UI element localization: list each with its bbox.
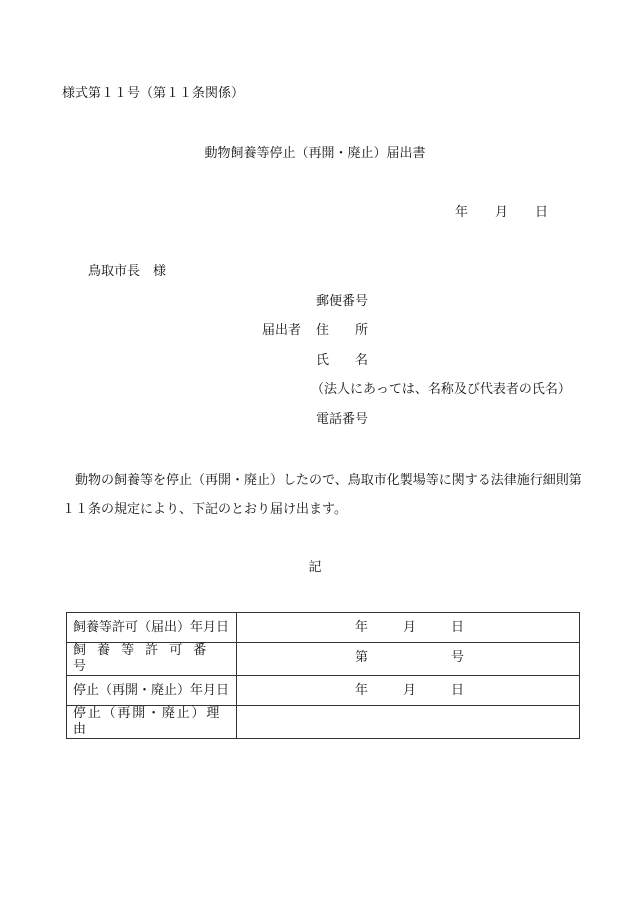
body-text: 動物の飼養等を停止（再開・廃止）したので、鳥取市化製場等に関する法律施行細則第１１条の規定により、下記のとおり届け出ます。 <box>62 473 582 517</box>
value-month: 月 <box>403 683 417 698</box>
value-dai: 第 <box>355 650 369 665</box>
row-value-stop-date[interactable] <box>237 676 580 706</box>
row-value-permit-number[interactable] <box>237 643 580 676</box>
ki-heading: 記 <box>308 560 322 575</box>
phone-label: 電話番号 <box>316 412 369 427</box>
date-day: 日 <box>535 205 549 220</box>
row-value-stop-reason[interactable] <box>237 706 580 739</box>
value-month: 月 <box>403 620 417 635</box>
notifier-label: 届出者 <box>262 323 302 338</box>
postal-code-label: 郵便番号 <box>316 294 369 309</box>
form-number: 様式第１１号（第１１条関係） <box>62 86 245 101</box>
address-label: 住 所 <box>316 323 369 338</box>
name-label: 氏 名 <box>316 353 369 368</box>
value-year: 年 <box>355 683 369 698</box>
row-label-stop-reason: 停止（再開・廃止）理由 <box>67 706 237 739</box>
row-label-permit-number: 飼養等許可番号 <box>67 643 237 676</box>
row-value-permit-date[interactable] <box>237 613 580 643</box>
table-row <box>67 643 580 676</box>
date-year: 年 <box>455 205 469 220</box>
row-label-permit-date: 飼養等許可（届出）年月日 <box>67 613 237 643</box>
value-year: 年 <box>355 620 369 635</box>
date-line <box>455 205 548 221</box>
table-row <box>67 706 580 739</box>
document-title: 動物飼養等停止（再開・廃止）届出書 <box>204 146 426 161</box>
detail-table <box>66 612 580 739</box>
addressee: 鳥取市長 様 <box>88 264 167 279</box>
value-day: 日 <box>451 683 465 698</box>
corporation-note: （法人にあっては、名称及び代表者の氏名） <box>311 382 571 397</box>
row-label-stop-date: 停止（再開・廃止）年月日 <box>67 676 237 706</box>
value-go: 号 <box>451 650 465 665</box>
table-row <box>67 613 580 643</box>
date-month: 月 <box>495 205 509 220</box>
value-day: 日 <box>451 620 465 635</box>
table-row <box>67 676 580 706</box>
